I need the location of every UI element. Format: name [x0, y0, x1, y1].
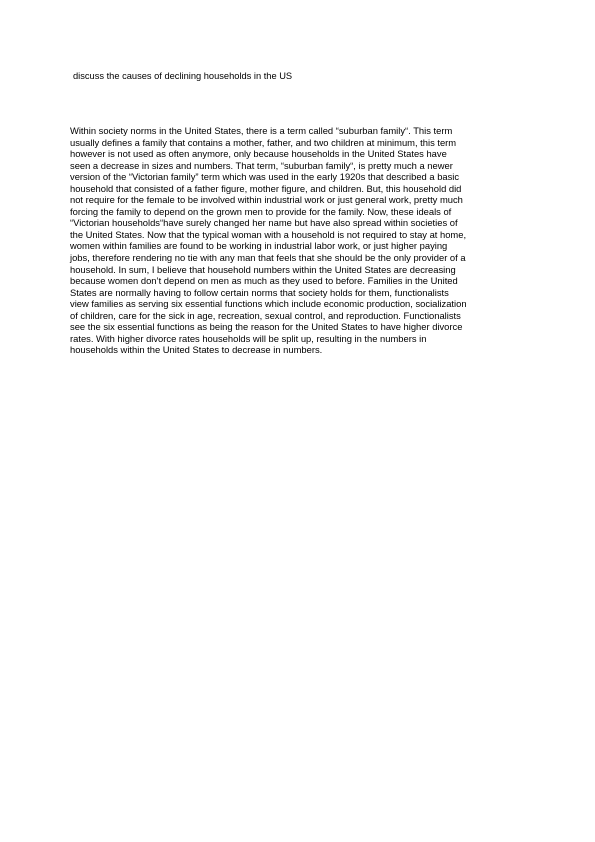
body-line: households within the United States to decrease in numbers.: [70, 344, 323, 356]
body-line: jobs, therefore rendering no tie with any man that feels that she should be the only provider of a: [70, 252, 466, 264]
body-line: Within society norms in the United States, there is a term called “suburban family“. This term: [70, 125, 453, 136]
body-line: States are normally having to follow certain norms that society holds for them, functionalists: [70, 286, 449, 298]
body-line: household. In sum, I believe that household numbers within the United States are decreasing: [70, 263, 456, 275]
body-line: not require for the female to be involved within industrial work or just general work, pretty much: [70, 194, 463, 206]
body-line: household that consisted of a father figure, mother figure, and children. But, this household did: [70, 182, 462, 194]
document-title: discuss the causes of declining households in the US: [73, 71, 293, 81]
body-line: seen a decrease in sizes and numbers. That term, “suburban family“, is pretty much a newer: [70, 159, 453, 171]
document-body: [70, 125, 540, 356]
body-line: because women don’t depend on men as much as they used to before. Families in the United: [70, 275, 458, 287]
body-line: “Victorian households“have surely changed her name but have also spread within societies of: [70, 217, 458, 229]
body-line: women within families are found to be working in industrial labor work, or just higher paying: [70, 240, 448, 252]
body-line: forcing the family to depend on the grown men to provide for the family. Now, these ideals of: [70, 205, 452, 217]
body-line: view families as serving six essential functions which include economic production, socialization: [70, 298, 467, 310]
body-line: however is not used as often anymore, only because households in the United States have: [70, 148, 447, 160]
body-line: usually defines a family that contains a mother, father, and two children at minimum, this term: [70, 136, 457, 148]
body-line: version of the “Victorian family” term which was used in the early 1920s that described a basic: [70, 171, 460, 183]
body-line: see the six essential functions as being the reason for the United States to have higher divorce: [70, 321, 463, 333]
body-line: the United States. Now that the typical woman with a household is not required to stay at home,: [70, 228, 467, 240]
body-line: of children, care for the sick in age, recreation, sexual control, and reproduction. Functionalists: [70, 309, 461, 321]
body-line: rates. With higher divorce rates households will be split up, resulting in the numbers in: [70, 332, 427, 344]
